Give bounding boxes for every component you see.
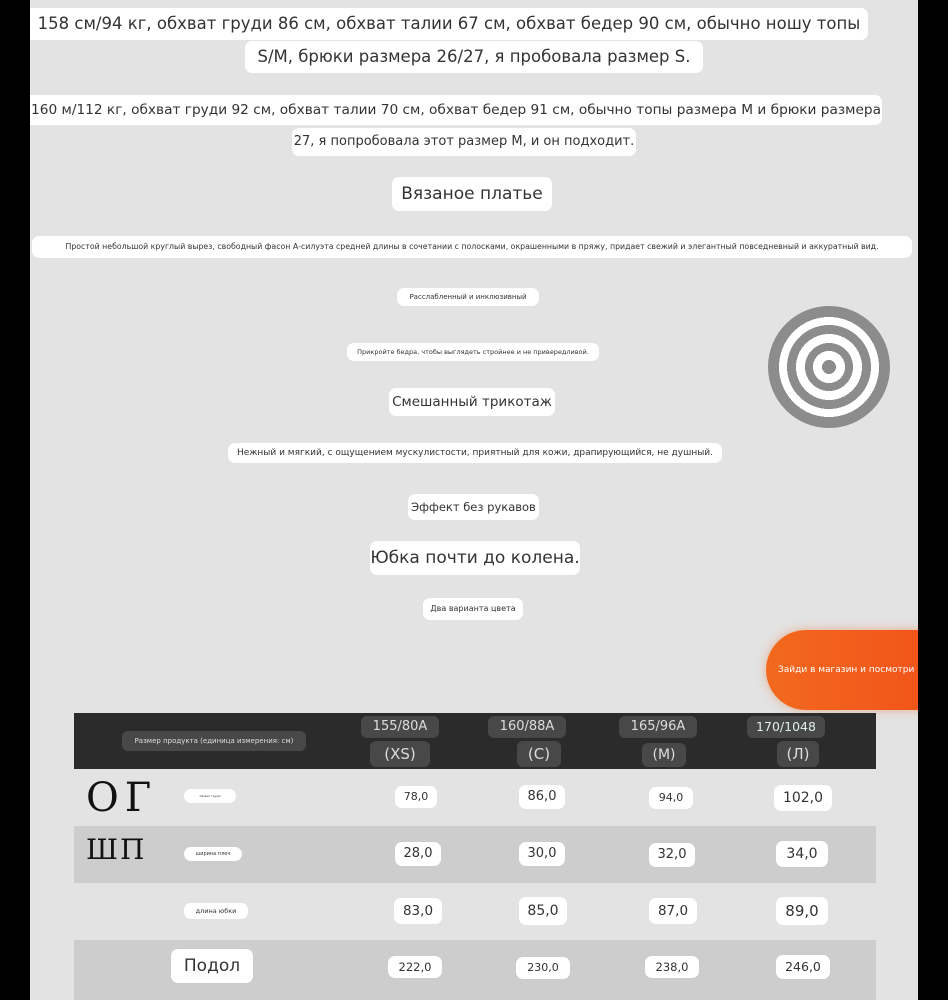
feature-sleeveless: Эффект без рукавов — [408, 494, 539, 520]
review-1-line-2: S/M, брюки размера 26/27, я пробовала размер S. — [245, 41, 703, 73]
size-code-m: 165/96A — [619, 716, 697, 738]
cell-value: 85,0 — [519, 897, 567, 925]
cell-value: 94,0 — [649, 787, 693, 809]
feature-relaxed: Расслабленный и инклюзивный — [397, 288, 539, 306]
cell-value: 34,0 — [776, 841, 828, 867]
row-label-chest: обхват груди — [184, 789, 236, 803]
cell-value: 28,0 — [395, 842, 441, 866]
handwritten-annotation-og: ОГ — [86, 775, 158, 821]
visit-store-label: Зайди в магазин и посмотри — [778, 665, 915, 675]
size-label-s: (С) — [517, 741, 561, 767]
feature-relaxed-detail: Прикройте бедра, чтобы выглядеть стройнее и не привередливой. — [347, 343, 599, 361]
row-label-shoulder: ширина плеч — [184, 847, 242, 861]
product-page — [30, 0, 918, 1000]
product-description: Простой небольшой круглый вырез, свободный фасон А-силуэта средней длины в сочетании с полосками, окрашенными в пряжу, придает свежий и элегантный повседневный и аккуратный вид. — [32, 236, 912, 258]
table-row — [74, 826, 876, 883]
row-label-hem: Подол — [171, 949, 253, 983]
size-code-l: 170/1048 — [747, 716, 825, 738]
row-label-skirt: длина юбки — [184, 903, 248, 919]
size-label-l: (Л) — [777, 741, 819, 767]
cell-value: 246,0 — [776, 955, 830, 979]
table-row — [74, 769, 876, 826]
target-icon — [768, 306, 890, 428]
size-label-xs: (XS) — [370, 741, 430, 767]
feature-knit-detail: Нежный и мягкий, с ощущением мускулистости, приятный для кожи, драпирующийся, не душный. — [228, 443, 722, 463]
feature-two-colors: Два варианта цвета — [423, 598, 523, 620]
cell-value: 230,0 — [516, 957, 570, 979]
feature-knit: Смешанный трикотаж — [389, 388, 555, 416]
visit-store-button[interactable] — [766, 630, 918, 710]
size-table-header-label: Размер продукта (единица измерения: см) — [122, 731, 306, 751]
cell-value: 86,0 — [519, 785, 565, 809]
size-table-header — [74, 713, 876, 769]
table-row — [74, 883, 876, 940]
table-row — [74, 940, 876, 1000]
product-title: Вязаное платье — [392, 177, 552, 211]
cell-value: 78,0 — [395, 786, 437, 808]
size-code-xs: 155/80A — [361, 716, 439, 738]
cell-value: 102,0 — [774, 785, 832, 811]
review-2-line-2: 27, я попробовала этот размер М, и он подходит. — [292, 128, 636, 156]
cell-value: 238,0 — [645, 956, 699, 978]
cell-value: 30,0 — [519, 842, 565, 866]
cell-value: 83,0 — [394, 898, 442, 924]
review-2-line-1: 160 м/112 кг, обхват груди 92 см, обхват талии 70 см, обхват бедер 91 см, обычно топы размера М и брюки размера — [30, 95, 882, 125]
feature-skirt-length: Юбка почти до колена. — [370, 541, 580, 575]
size-label-m: (М) — [642, 743, 686, 767]
review-1-line-1: 158 см/94 кг, обхват груди 86 см, обхват талии 67 см, обхват бедер 90 см, обычно ношу топы — [30, 8, 868, 40]
size-code-s: 160/88A — [488, 716, 566, 738]
cell-value: 89,0 — [776, 897, 828, 925]
cell-value: 222,0 — [388, 956, 442, 978]
handwritten-annotation-shp: ШП — [86, 833, 147, 866]
cell-value: 87,0 — [649, 898, 697, 924]
cell-value: 32,0 — [649, 843, 695, 867]
